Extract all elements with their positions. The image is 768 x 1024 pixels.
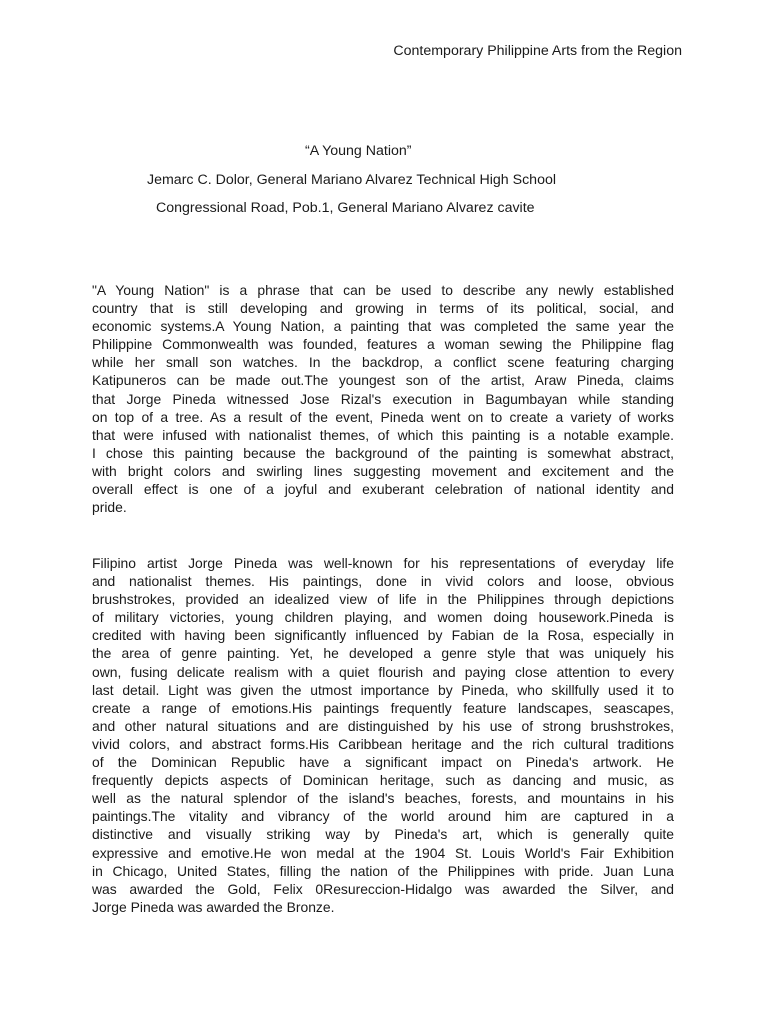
text-line: country that is still developing and growing in terms of its political, social, and — [92, 300, 674, 317]
text-line: create a range of emotions.His paintings frequently feature landscapes, seascapes, — [92, 699, 674, 716]
text-line: Katipuneros can be made out.The youngest son of the artist, Araw Pineda, claims — [92, 372, 674, 389]
text-line: while her small son watches. In the backdrop, a conflict scene featuring charging — [92, 354, 674, 371]
address-line: Congressional Road, Pob.1, General Mariano Alvarez cavite — [156, 200, 535, 216]
text-line: that Jorge Pineda witnessed Jose Rizal's execution in Bagumbayan while standing — [92, 390, 674, 407]
text-line: well as the natural splendor of the island's beaches, forests, and mountains in his — [92, 790, 674, 807]
text-line: brushstrokes, provided an idealized view of life in the Philippines through depictions — [92, 591, 674, 608]
text-line: in Chicago, United States, filling the nation of the Philippines with pride. Juan Luna — [92, 862, 674, 879]
text-line: last detail. Light was given the utmost importance by Pineda, who skillfully used it to — [92, 681, 674, 698]
text-line: own, fusing delicate realism with a quiet flourish and paying close attention to every — [92, 663, 674, 680]
text-line: pride. — [92, 499, 127, 516]
paragraph-1 — [92, 281, 674, 516]
text-line: Philippine Commonwealth was founded, features a woman sewing the Philippine flag — [92, 336, 674, 353]
text-line: of military victories, young children playing, and women doing housework.Pineda is — [92, 609, 674, 626]
text-line: expressive and emotive.He won medal at the 1904 St. Louis World's Fair Exhibition — [92, 844, 674, 861]
paragraph-2 — [92, 554, 674, 916]
text-line: credited with having been significantly influenced by Fabian de la Rosa, especially in — [92, 627, 674, 644]
text-line: Filipino artist Jorge Pineda was well-known for his representations of everyday life — [92, 555, 674, 571]
text-line: Jorge Pineda was awarded the Bronze. — [92, 898, 335, 915]
text-line: on top of a tree. As a result of the event, Pineda went on to create a variety of works — [92, 408, 674, 425]
author-line: Jemarc C. Dolor, General Mariano Alvarez Technical High School — [147, 172, 556, 188]
text-line: of the Dominican Republic have a significant impact on Pineda's artwork. He — [92, 754, 674, 771]
text-line: frequently depicts aspects of Dominican heritage, such as dancing and music, as — [92, 772, 674, 789]
text-line: was awarded the Gold, Felix 0Resureccion-Hidalgo was awarded the Silver, and — [92, 880, 674, 897]
text-line: vivid colors, and abstract forms.His Caribbean heritage and the rich cultural traditions — [92, 735, 674, 752]
text-line: and nationalist themes. His paintings, done in vivid colors and loose, obvious — [92, 573, 674, 590]
text-line: overall effect is one of a joyful and exuberant celebration of national identity and — [92, 481, 674, 498]
text-line: I chose this painting because the background of the painting is somewhat abstract, — [92, 444, 674, 461]
text-line: with bright colors and swirling lines suggesting movement and excitement and the — [92, 462, 674, 479]
text-line: "A Young Nation" is a phrase that can be used to describe any newly established — [92, 282, 674, 298]
text-line: that were infused with nationalist themes, of which this painting is a notable example. — [92, 426, 674, 443]
text-line: and other natural situations and are distinguished by his use of strong brushstrokes, — [92, 717, 674, 734]
running-header: Contemporary Philippine Arts from the Region — [393, 43, 682, 59]
text-line: the area of genre painting. Yet, he developed a genre style that was uniquely his — [92, 645, 674, 662]
text-line: economic systems.A Young Nation, a painting that was completed the same year the — [92, 318, 674, 335]
text-line: paintings.The vitality and vibrancy of the world around him are captured in a — [92, 808, 674, 825]
text-line: distinctive and visually striking way by Pineda's art, which is generally quite — [92, 826, 674, 843]
document-title: “A Young Nation” — [305, 143, 412, 159]
